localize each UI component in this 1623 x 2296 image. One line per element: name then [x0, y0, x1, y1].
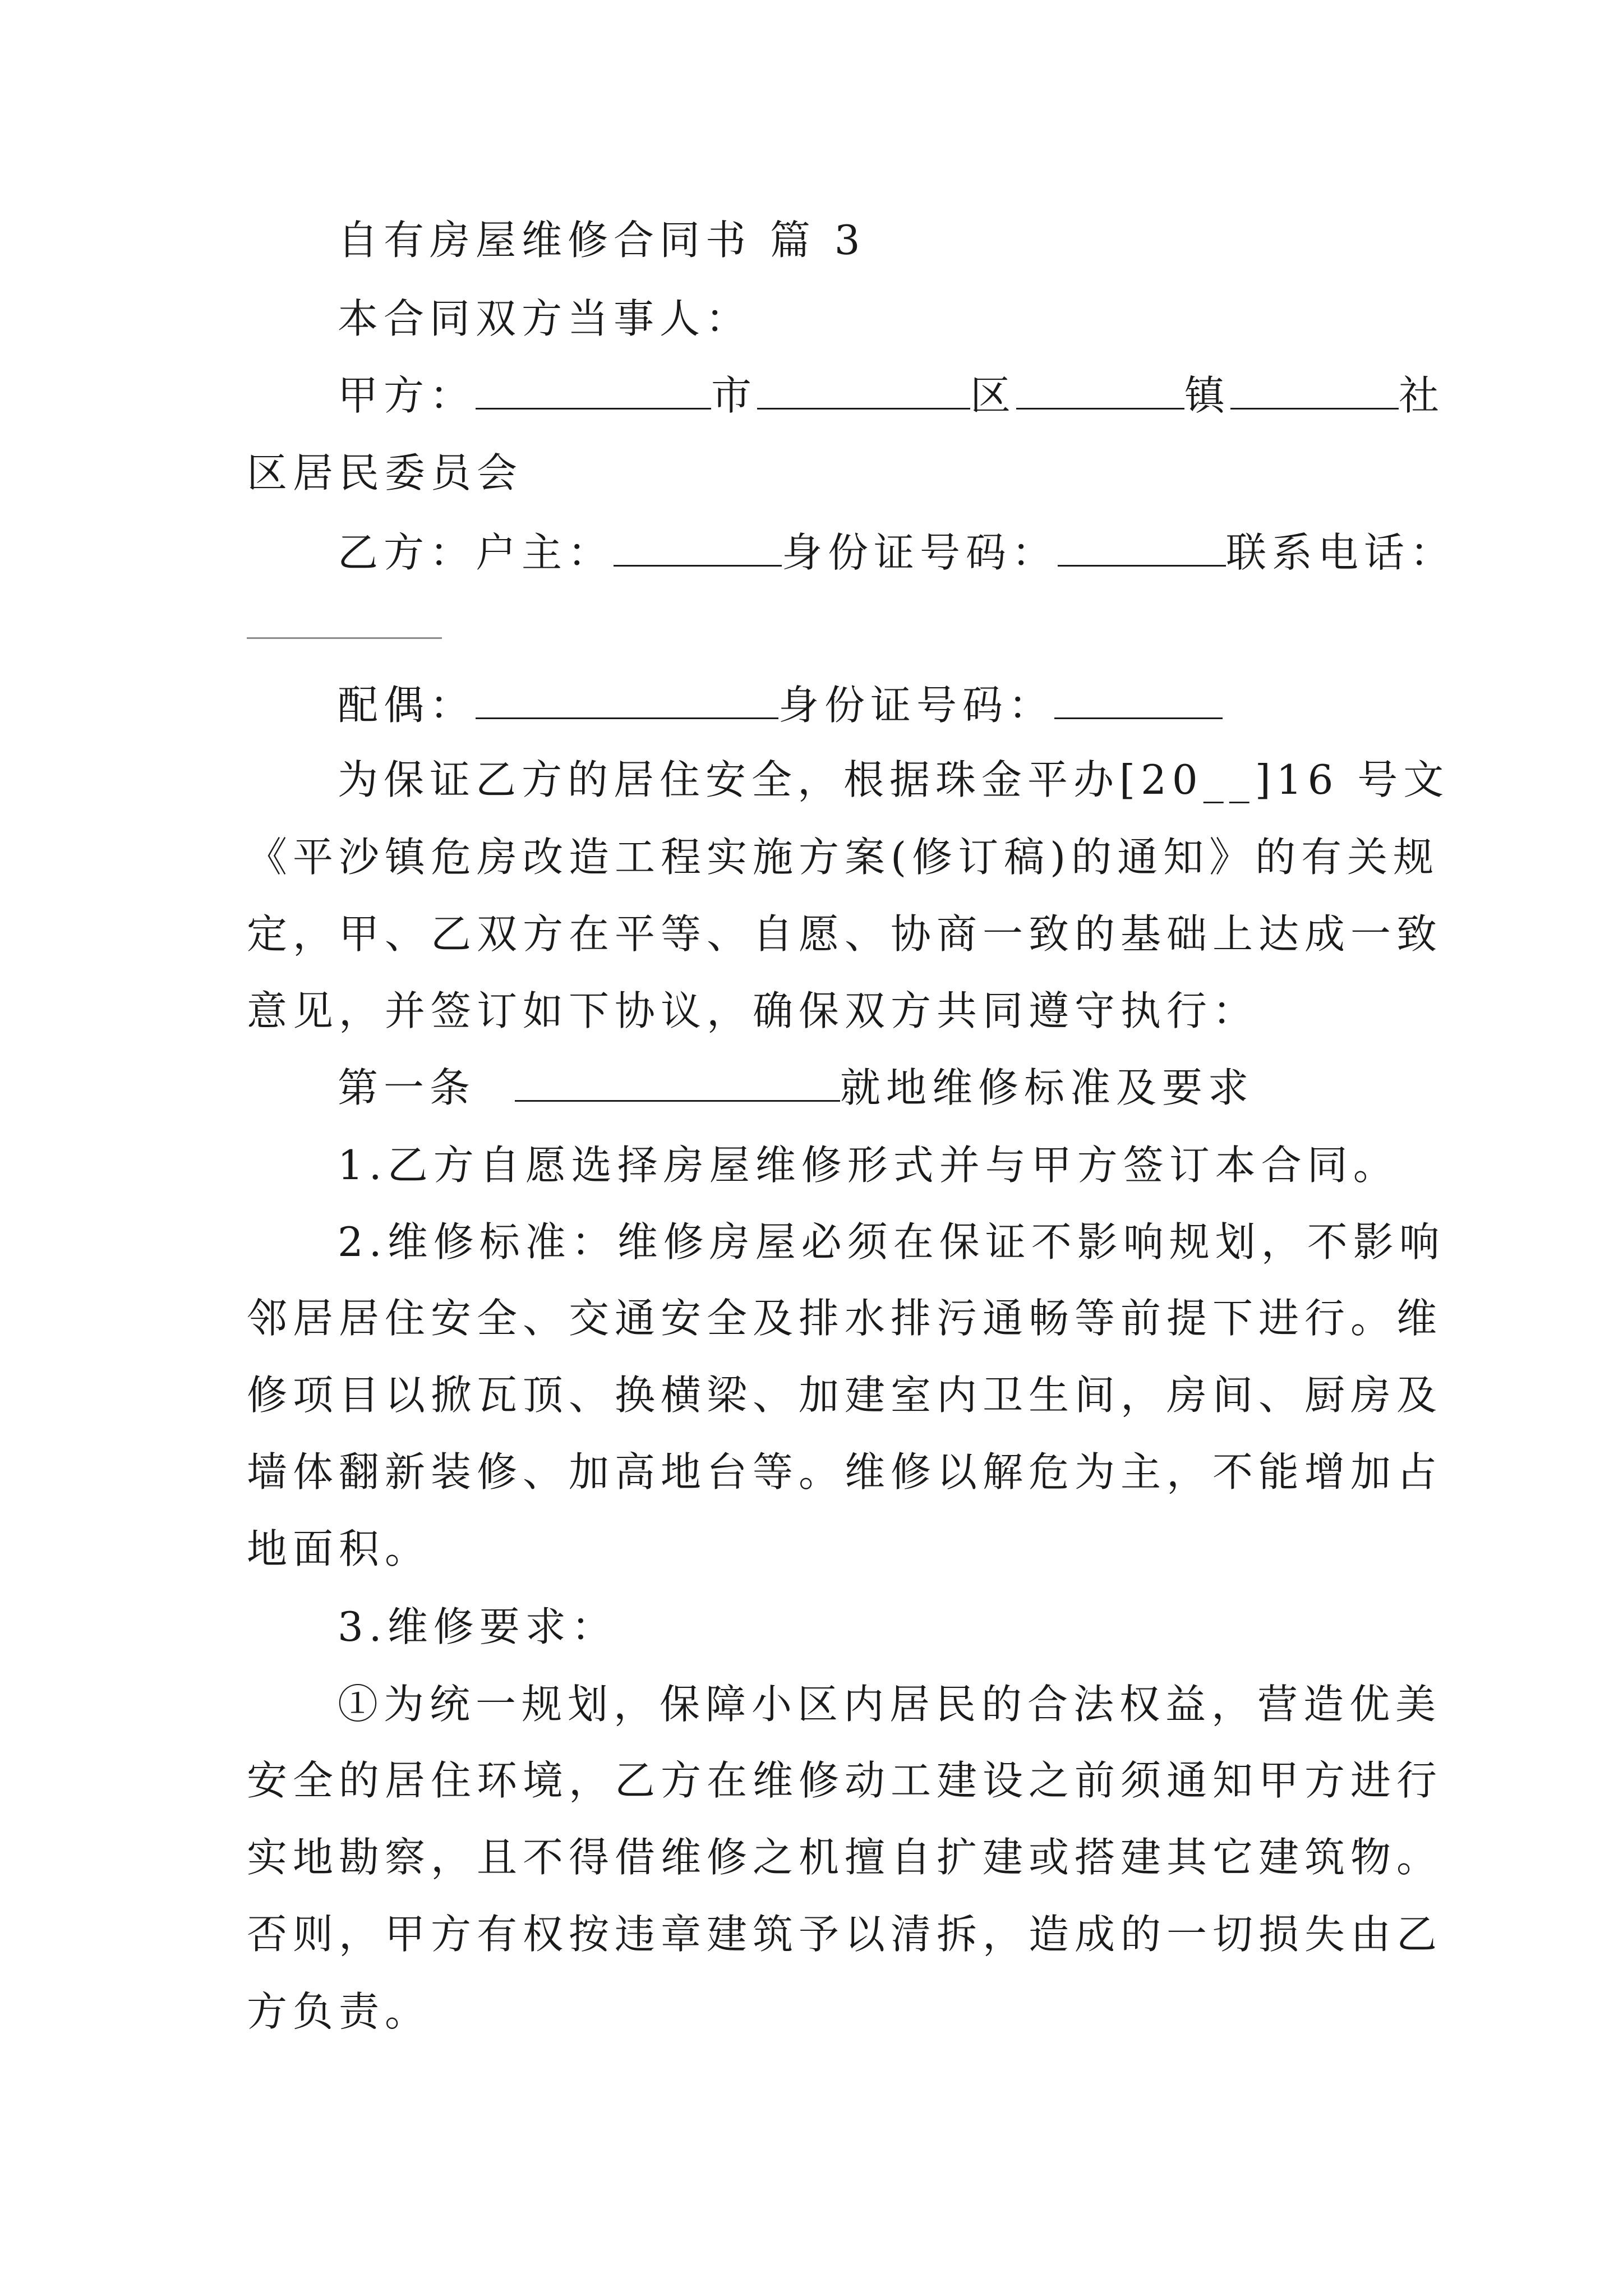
item-2-line-1: 2.维修标准：维修房屋必须在保证不影响规划，不影响 [338, 1218, 1445, 1266]
spouse-name-blank[interactable] [476, 678, 778, 719]
item-1: 1.乙方自愿选择房屋维修形式并与甲方签订本合同。 [338, 1142, 1399, 1189]
preamble-line-4: 意见，并签订如下协议，确保双方共同遵守执行： [247, 987, 1259, 1034]
document-title: 自有房屋维修合同书 篇 3 [338, 217, 866, 264]
party-b-line [338, 524, 1456, 581]
party-b-owner-blank[interactable] [614, 526, 782, 567]
item-3-1-line-5: 方负责。 [247, 1988, 431, 2035]
party-a-city-label: 市 [711, 372, 758, 419]
item-2-line-4: 墙体翻新装修、加高地台等。维修以解危为主，不能增加占 [247, 1448, 1443, 1496]
item-3-1-line-4: 否则，甲方有权按违章建筑予以清拆，造成的一切损失由乙 [247, 1911, 1443, 1958]
party-a-town-label: 镇 [1184, 372, 1231, 419]
preamble-line-3: 定，甲、乙双方在平等、自愿、协商一致的基础上达成一致 [247, 910, 1443, 958]
item-3-1-line-2: 安全的居住环境，乙方在维修动工建设之前须通知甲方进行 [247, 1757, 1443, 1804]
spouse-id-label: 身份证号码： [778, 682, 1055, 729]
party-a-community-rest: 区居民委员会 [247, 449, 523, 496]
party-a-district-label: 区 [970, 372, 1017, 419]
party-a-label: 甲方： [338, 372, 476, 419]
party-b-phone-blank[interactable] [247, 637, 442, 639]
preamble-line-2: 《平沙镇危房改造工程实施方案(修订稿)的通知》的有关规 [247, 834, 1440, 881]
party-a-line [338, 367, 1445, 424]
party-a-district-blank[interactable] [757, 369, 970, 409]
party-a-community-blank[interactable] [1230, 369, 1399, 409]
parties-intro: 本合同双方当事人： [338, 295, 752, 342]
item-2-line-2: 邻居居住安全、交通安全及排水排污通畅等前提下进行。维 [247, 1295, 1443, 1342]
preamble-line-1: 为保证乙方的居住安全，根据珠金平办[20__]16 号文 [338, 756, 1450, 803]
party-a-city-blank[interactable] [476, 369, 711, 409]
article-1-label: 第一条 [338, 1064, 476, 1111]
party-b-id-label: 身份证号码： [782, 529, 1058, 576]
party-a-town-blank[interactable] [1016, 369, 1184, 409]
spouse-id-blank[interactable] [1054, 678, 1223, 719]
item-2-line-3: 修项目以掀瓦顶、换横梁、加建室内卫生间，房间、厨房及 [247, 1372, 1443, 1419]
item-3-1-line-1: ①为统一规划，保障小区内居民的合法权益，营造优美 [338, 1681, 1442, 1728]
item-2-line-5: 地面积。 [247, 1525, 431, 1572]
spouse-line [338, 677, 1223, 733]
party-b-id-blank[interactable] [1058, 526, 1226, 567]
party-b-label: 乙方：户主： [338, 529, 614, 576]
article-1-title: 就地维修标准及要求 [840, 1064, 1255, 1111]
article-1-blank[interactable] [515, 1061, 840, 1102]
article-1-line [338, 1060, 1254, 1116]
item-3-1-line-3: 实地勘察，且不得借维修之机擅自扩建或搭建其它建筑物。 [247, 1834, 1443, 1881]
item-3: 3.维修要求： [338, 1603, 617, 1650]
party-a-community-prefix: 社 [1399, 372, 1445, 419]
party-b-phone-label: 联系电话： [1226, 529, 1456, 576]
spouse-label: 配偶： [338, 682, 476, 729]
